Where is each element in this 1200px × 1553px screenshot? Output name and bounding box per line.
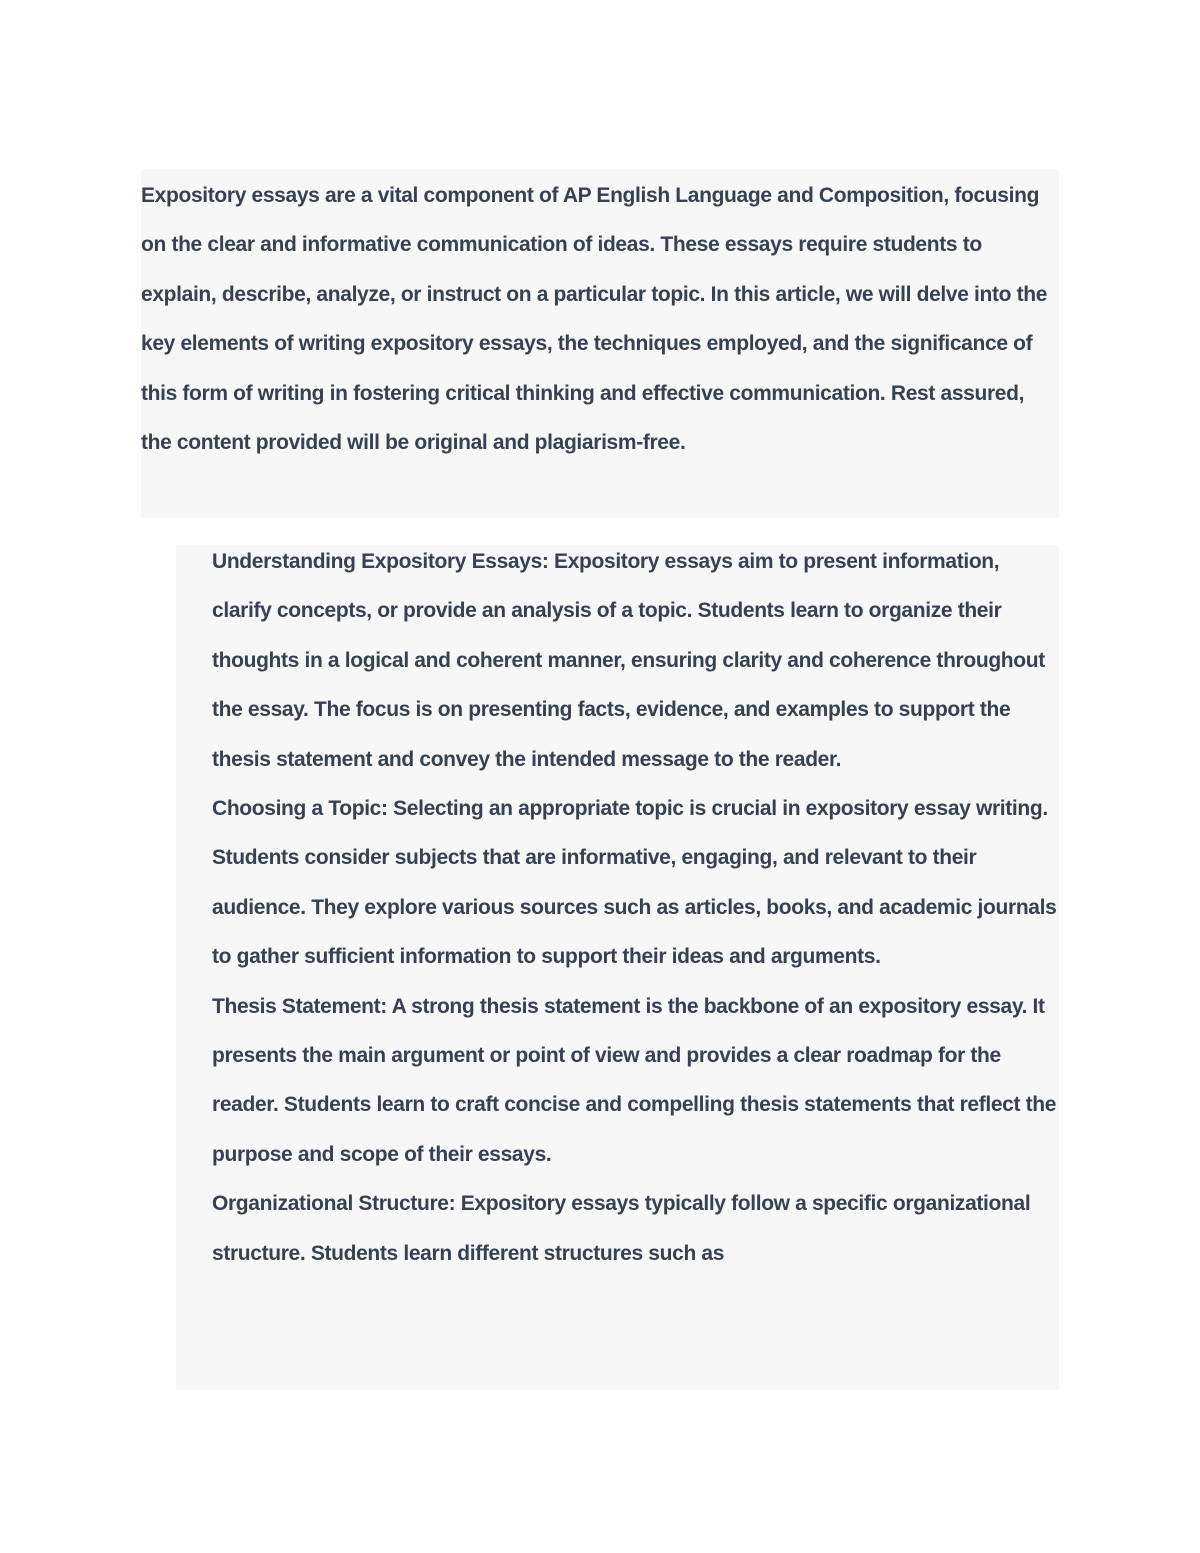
list-item-choosing-a-topic: Choosing a Topic: Selecting an appropriate topic is crucial in expository essay writing. Students consider subjects that are informative, engaging, and relevant to their audience. They explore various sources such as articles, books, and academic journals to gather sufficient information to support their ideas and arguments.	[212, 797, 1057, 969]
intro-paragraph: Expository essays are a vital component of AP English Language and Composition, focusing on the clear and informative communication of ideas. These essays require students to explain, describe, analyze, or instruct on a particular topic. In this article, we will delve into the key elements of writing expository essays, the techniques employed, and the significance of this form of writing in fostering critical thinking and effective communication. Rest assured, the content provided will be original and plagiarism-free.	[141, 184, 1048, 455]
list-item-understanding-expository-essays: Understanding Expository Essays: Expository essays aim to present information, clarify concepts, or provide an analysis of a topic. Students learn to organize their thoughts in a logical and coherent manner, ensuring clarity and coherence throughout the essay. The focus is on presenting facts, evidence, and examples to support the thesis statement and convey the intended message to the reader.	[212, 550, 1045, 771]
intro-paragraph-block	[141, 169, 1059, 518]
key-elements-list	[176, 545, 1059, 1390]
list-item-organizational-structure: Organizational Structure: Expository essays typically follow a specific organizational structure. Students learn different structures such as	[212, 1192, 1031, 1265]
list-item-thesis-statement: Thesis Statement: A strong thesis statement is the backbone of an expository essay. It presents the main argument or point of view and provides a clear roadmap for the reader. Students learn to craft concise and compelling thesis statements that reflect the purpose and scope of their essays.	[212, 994, 1057, 1166]
